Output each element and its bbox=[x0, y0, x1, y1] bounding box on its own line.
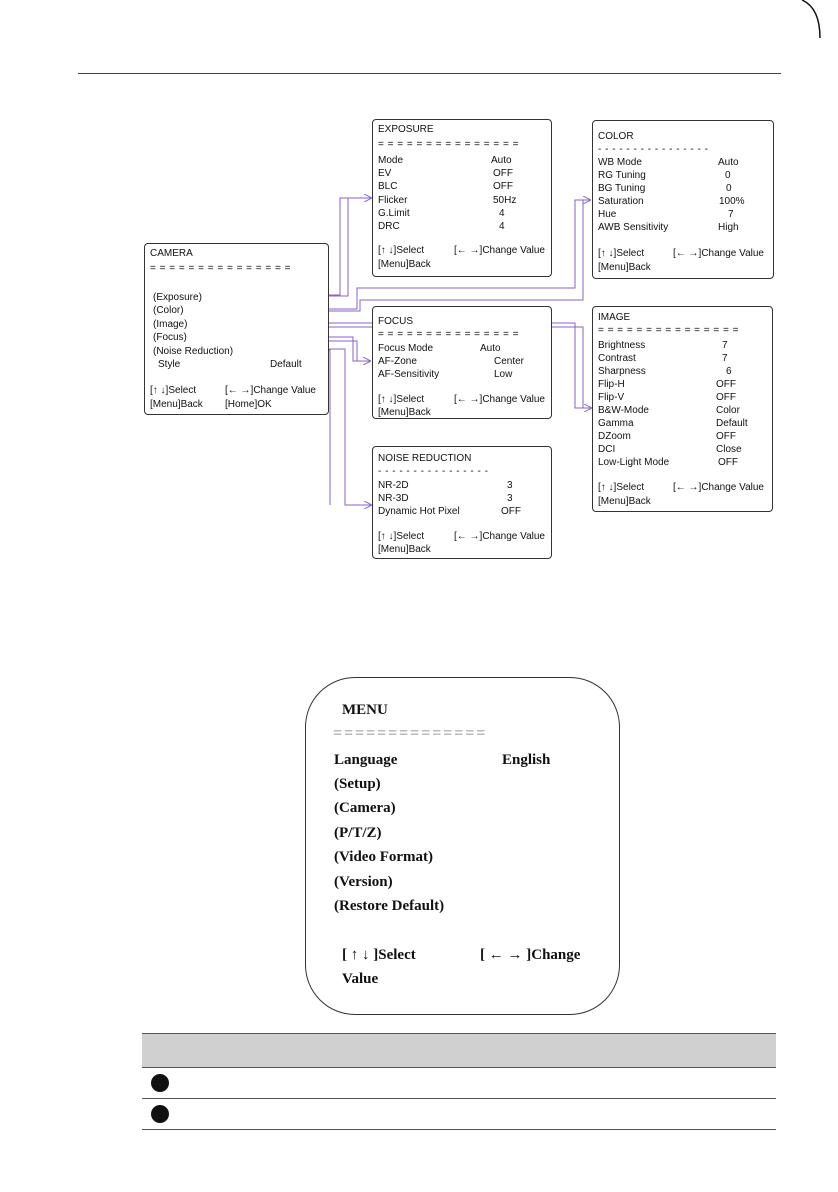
color-row-hue[interactable] bbox=[598, 208, 734, 221]
image-dci-value: Close bbox=[716, 444, 742, 455]
main-menu-language-row[interactable] bbox=[334, 752, 594, 769]
table-row bbox=[142, 1068, 776, 1099]
image-row-bw-mode[interactable] bbox=[598, 404, 740, 417]
main-menu-item-restore-default[interactable]: (Restore Default) bbox=[334, 898, 445, 914]
noise-row-nr-2d[interactable] bbox=[378, 479, 513, 492]
exposure-row-flicker[interactable] bbox=[378, 194, 517, 207]
image-row-gamma[interactable] bbox=[598, 417, 748, 430]
image-bw-mode-value: Color bbox=[716, 405, 740, 416]
color-row-saturation[interactable] bbox=[598, 195, 745, 208]
noise-footer-back: [Menu]Back bbox=[378, 544, 431, 555]
focus-af-zone-label: AF-Zone bbox=[378, 356, 417, 367]
image-flip-v-label: Flip-V bbox=[598, 392, 625, 403]
noise-menu-separator: - - - - - - - - - - - - - - - - bbox=[378, 466, 489, 477]
exposure-row-ev[interactable] bbox=[378, 167, 513, 180]
focus-menu-title: FOCUS bbox=[378, 316, 413, 327]
exposure-blc-label: BLC bbox=[378, 181, 398, 192]
color-bg-tuning-value: 0 bbox=[726, 183, 732, 194]
exposure-blc-value: OFF bbox=[493, 181, 513, 192]
image-sharpness-value: 6 bbox=[726, 366, 732, 377]
main-menu-box bbox=[305, 677, 620, 1015]
exposure-glimit-label: G.Limit bbox=[378, 208, 410, 219]
image-flip-h-value: OFF bbox=[716, 379, 736, 390]
noise-nr-3d-label: NR-3D bbox=[378, 493, 409, 504]
image-footer-change: [← →]Change Value bbox=[673, 482, 764, 493]
main-menu-separator: ============== bbox=[333, 725, 488, 742]
camera-menu-separator: = = = = = = = = = = = = = = = bbox=[150, 263, 291, 274]
exposure-glimit-value: 4 bbox=[499, 208, 505, 219]
focus-menu-separator: = = = = = = = = = = = = = = = bbox=[378, 329, 519, 340]
color-awb-sensitivity-label: AWB Sensitivity bbox=[598, 222, 669, 233]
exposure-menu-box bbox=[372, 119, 552, 277]
camera-footer-back: [Menu]Back bbox=[150, 399, 203, 410]
camera-item-focus[interactable]: (Focus) bbox=[153, 332, 187, 343]
main-menu-title: MENU bbox=[342, 702, 388, 718]
main-menu-footer-change: [ ← → ]Change bbox=[480, 947, 581, 963]
color-menu-title: COLOR bbox=[598, 131, 634, 142]
exposure-row-glimit[interactable] bbox=[378, 207, 505, 220]
noise-nr-3d-value: 3 bbox=[507, 493, 513, 504]
image-row-brightness[interactable] bbox=[598, 339, 728, 352]
arrow-exposure-out bbox=[328, 198, 371, 295]
camera-style-value: Default bbox=[270, 359, 302, 370]
color-footer-select: [↑ ↓]Select bbox=[598, 248, 645, 259]
color-menu-separator: - - - - - - - - - - - - - - - - bbox=[598, 144, 709, 155]
noise-footer-select: [↑ ↓]Select bbox=[378, 531, 425, 542]
focus-footer-select: [↑ ↓]Select bbox=[378, 394, 425, 405]
main-menu-language-value: English bbox=[502, 752, 551, 768]
noise-row-dynamic-hot-pixel[interactable] bbox=[378, 505, 521, 518]
image-contrast-value: 7 bbox=[722, 353, 728, 364]
main-menu-footer-value: Value bbox=[342, 971, 379, 987]
focus-row-af-sensitivity[interactable] bbox=[378, 368, 513, 381]
color-wb-mode-value: Auto bbox=[718, 157, 739, 168]
color-footer-back: [Menu]Back bbox=[598, 262, 651, 273]
noise-dynamic-hot-pixel-label: Dynamic Hot Pixel bbox=[378, 506, 460, 517]
image-dci-label: DCI bbox=[598, 444, 616, 455]
exposure-row-blc[interactable] bbox=[378, 180, 513, 193]
exposure-footer-back: [Menu]Back bbox=[378, 259, 431, 270]
noise-reduction-menu-box bbox=[372, 446, 552, 559]
focus-menu-box bbox=[372, 306, 552, 419]
main-menu-footer-select: [ ↑ ↓ ]Select bbox=[342, 947, 416, 963]
camera-item-color[interactable]: (Color) bbox=[153, 305, 184, 316]
focus-mode-label: Focus Mode bbox=[378, 343, 434, 354]
image-sharpness-label: Sharpness bbox=[598, 366, 646, 377]
image-low-light-mode-value: OFF bbox=[718, 457, 738, 468]
camera-item-noise-reduction[interactable]: (Noise Reduction) bbox=[153, 346, 234, 357]
focus-row-mode[interactable] bbox=[378, 342, 501, 355]
noise-nr-2d-label: NR-2D bbox=[378, 480, 409, 491]
color-row-awb-sensitivity[interactable] bbox=[598, 221, 739, 234]
image-dzoom-label: DZoom bbox=[598, 431, 631, 442]
focus-footer-back: [Menu]Back bbox=[378, 407, 431, 418]
focus-mode-value: Auto bbox=[480, 343, 501, 354]
image-low-light-mode-label: Low-Light Mode bbox=[598, 457, 670, 468]
color-rg-tuning-value: 0 bbox=[725, 170, 731, 181]
color-rg-tuning-label: RG Tuning bbox=[598, 170, 646, 181]
camera-menu-title: CAMERA bbox=[150, 248, 193, 259]
image-menu-title: IMAGE bbox=[598, 312, 631, 323]
image-row-sharpness[interactable] bbox=[598, 365, 732, 378]
main-menu-item-setup[interactable]: (Setup) bbox=[334, 776, 381, 792]
image-footer-back: [Menu]Back bbox=[598, 496, 651, 507]
image-row-dci[interactable] bbox=[598, 443, 742, 456]
main-menu-item-version[interactable]: (Version) bbox=[334, 874, 393, 890]
image-dzoom-value: OFF bbox=[716, 431, 736, 442]
color-row-bg-tuning[interactable] bbox=[598, 182, 732, 195]
focus-af-sensitivity-label: AF-Sensitivity bbox=[378, 369, 440, 380]
exposure-menu-separator: = = = = = = = = = = = = = = = bbox=[378, 139, 519, 150]
image-brightness-value: 7 bbox=[722, 340, 728, 351]
step-2-bullet-icon bbox=[151, 1105, 169, 1123]
arrow-noise-out bbox=[328, 349, 371, 505]
color-footer-change: [← →]Change Value bbox=[673, 248, 764, 259]
exposure-drc-value: 4 bbox=[499, 221, 505, 232]
exposure-ev-value: OFF bbox=[493, 168, 513, 179]
exposure-footer-change: [← →]Change Value bbox=[454, 245, 545, 256]
noise-row-nr-3d[interactable] bbox=[378, 492, 513, 505]
main-menu-item-ptz[interactable]: (P/T/Z) bbox=[334, 825, 382, 841]
camera-item-image[interactable]: (Image) bbox=[153, 319, 188, 330]
main-menu-language-label: Language bbox=[334, 752, 398, 768]
camera-style-label: Style bbox=[158, 359, 181, 370]
focus-footer-change: [← →]Change Value bbox=[454, 394, 545, 405]
exposure-menu-title: EXPOSURE bbox=[378, 124, 434, 135]
image-gamma-value: Default bbox=[716, 418, 748, 429]
noise-menu-title: NOISE REDUCTION bbox=[378, 453, 472, 464]
image-flip-h-label: Flip-H bbox=[598, 379, 625, 390]
camera-menu-box bbox=[144, 243, 329, 415]
table-row bbox=[142, 1099, 776, 1130]
color-row-wb-mode[interactable] bbox=[598, 156, 739, 169]
color-awb-sensitivity-value: High bbox=[718, 222, 739, 233]
table-header bbox=[142, 1033, 776, 1068]
image-row-dzoom[interactable] bbox=[598, 430, 736, 443]
color-bg-tuning-label: BG Tuning bbox=[598, 183, 646, 194]
image-row-low-light-mode[interactable] bbox=[598, 456, 738, 469]
main-menu-item-camera[interactable]: (Camera) bbox=[334, 800, 396, 816]
instruction-table bbox=[142, 1033, 776, 1130]
color-row-rg-tuning[interactable] bbox=[598, 169, 731, 182]
image-contrast-label: Contrast bbox=[598, 353, 636, 364]
exposure-footer-select: [↑ ↓]Select bbox=[378, 245, 425, 256]
noise-footer-change: [← →]Change Value bbox=[454, 531, 545, 542]
noise-nr-2d-value: 3 bbox=[507, 480, 513, 491]
color-hue-value: 7 bbox=[728, 209, 734, 220]
exposure-flicker-value: 50Hz bbox=[493, 195, 517, 206]
camera-footer-change: [← →]Change Value bbox=[225, 385, 316, 396]
camera-item-exposure[interactable]: (Exposure) bbox=[153, 292, 202, 303]
image-menu-separator: = = = = = = = = = = = = = = = bbox=[598, 325, 739, 336]
image-row-contrast[interactable] bbox=[598, 352, 728, 365]
exposure-row-mode[interactable] bbox=[378, 154, 512, 167]
color-hue-label: Hue bbox=[598, 209, 617, 220]
image-gamma-label: Gamma bbox=[598, 418, 634, 429]
focus-af-zone-value: Center bbox=[494, 356, 525, 367]
camera-footer-select: [↑ ↓]Select bbox=[150, 385, 197, 396]
image-footer-select: [↑ ↓]Select bbox=[598, 482, 645, 493]
focus-row-af-zone[interactable] bbox=[378, 355, 525, 368]
exposure-row-drc[interactable] bbox=[378, 220, 505, 233]
image-menu-box bbox=[592, 306, 773, 512]
exposure-mode-value: Auto bbox=[491, 155, 512, 166]
color-saturation-label: Saturation bbox=[598, 196, 644, 207]
camera-item-style[interactable] bbox=[158, 358, 318, 371]
color-saturation-value: 100% bbox=[719, 196, 745, 207]
color-menu-box bbox=[592, 120, 774, 279]
exposure-flicker-label: Flicker bbox=[378, 195, 408, 206]
image-row-flip-h[interactable] bbox=[598, 378, 736, 391]
focus-af-sensitivity-value: Low bbox=[494, 369, 513, 380]
image-row-flip-v[interactable] bbox=[598, 391, 736, 404]
exposure-drc-label: DRC bbox=[378, 221, 400, 232]
noise-dynamic-hot-pixel-value: OFF bbox=[501, 506, 521, 517]
image-bw-mode-label: B&W-Mode bbox=[598, 405, 649, 416]
camera-footer-ok: [Home]OK bbox=[225, 399, 272, 410]
main-menu-item-video-format[interactable]: (Video Format) bbox=[334, 849, 433, 865]
image-flip-v-value: OFF bbox=[716, 392, 736, 403]
color-wb-mode-label: WB Mode bbox=[598, 157, 642, 168]
step-1-bullet-icon bbox=[151, 1074, 169, 1092]
image-brightness-label: Brightness bbox=[598, 340, 646, 351]
exposure-mode-label: Mode bbox=[378, 155, 404, 166]
exposure-ev-label: EV bbox=[378, 168, 392, 179]
